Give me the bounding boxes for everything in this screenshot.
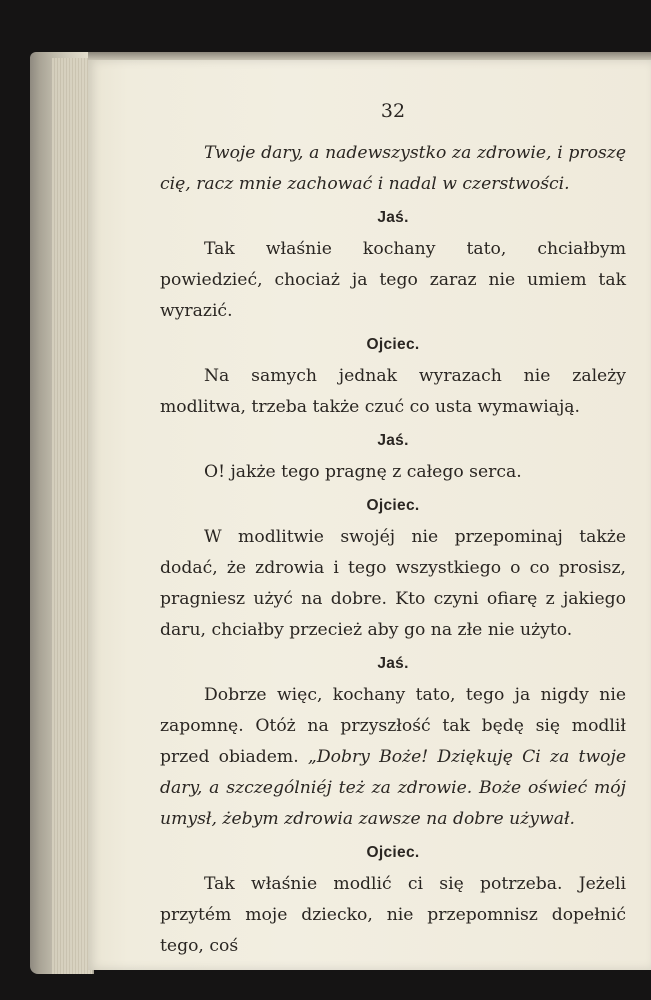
speaker-jas-1: Jaś. [377, 209, 409, 226]
page-number: 32 [380, 100, 406, 122]
speaker-jas-3: Jaś. [377, 655, 409, 672]
speaker-jas-2: Jaś. [377, 432, 409, 449]
paragraph-2: Tak właśnie kochany tato, chciałbym powiedzieć, chociaż ja tego zaraz nie umiem tak wyrazić. [160, 239, 626, 321]
paragraph-5: W modlitwie swojéj nie przepominaj także dodać, że zdrowia i tego wszystkiego o co prosisz, pragniesz użyć na dobre. Kto czyni ofiarę z jakiego daru, chciałby przecież aby go na złe nie użyto. [160, 527, 626, 640]
speaker-ojciec-3: Ojciec. [366, 844, 420, 861]
page-text [160, 96, 626, 962]
paragraph-6 [160, 680, 626, 835]
paragraph-4: O! jakże tego pragnę z całego serca. [204, 462, 522, 482]
paragraph-6-plain: Dobrze więc, kochany tato, tego ja nigdy nie zapomnę. Otóż na przyszłość tak będę się modlił przed obiadem. [160, 685, 626, 767]
speaker-ojciec-1: Ojciec. [366, 336, 420, 353]
paragraph-3: Na samych jednak wyrazach nie zależy modlitwa, trzeba także czuć co usta wymawiają. [160, 366, 626, 417]
paragraph-7: Tak właśnie modlić ci się potrzeba. Jeżeli przytém moje dziecko, nie przepomnisz dopełnić tego, coś [160, 874, 626, 956]
paragraph-1: Twoje dary, a nadewszystko za zdrowie, i proszę cię, racz mnie zachować i nadal w czerstwości. [160, 143, 626, 194]
paragraph-6-prayer: „Dobry Boże! Dziękuję Ci za twoje dary, a szczególniéj też za zdrowie. Boże oświeć mój umysł, żebym zdrowia zawsze na dobre używał. [160, 747, 627, 829]
speaker-ojciec-2: Ojciec. [366, 497, 420, 514]
